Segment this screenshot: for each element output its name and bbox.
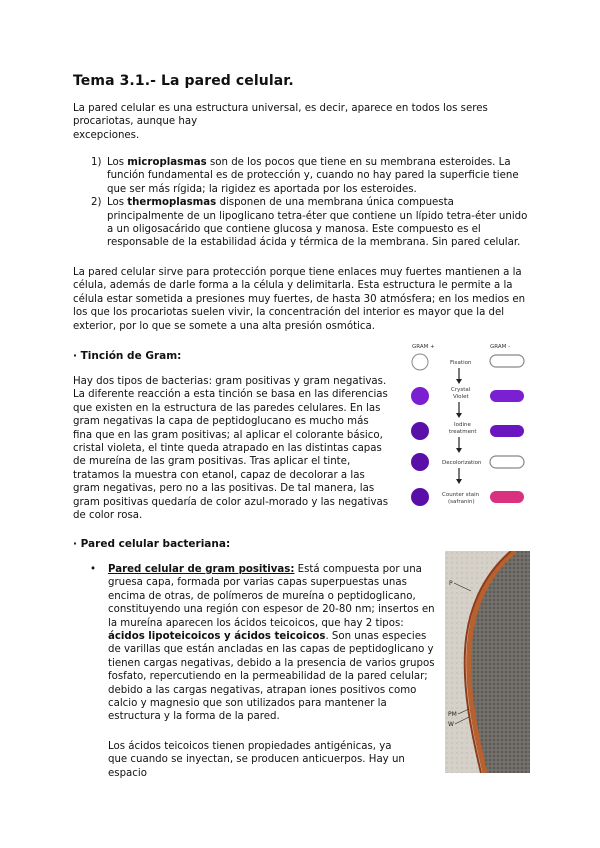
term-microplasmas: microplasmas [127, 157, 207, 168]
list-text: disponen de una membrana única compuesta principalmente de un lipoglicano tetra-éter que contiene un lípido tetra-éter unido a un oligosacárido que contiene glucosa y manosa. Este compuesto es el responsable de la estabilidad ácida y térmica de la membrana. Sin pared celular. [107, 197, 528, 249]
list-text: son de los pocos que tiene en su membrana esteroides. La función fundamental es de protección y, cuando no hay pared la superficie tiene que ser más rígida; la rigidez es aportada por los esteroides. [107, 157, 519, 195]
item-title: Pared celular de gram positivas: [108, 564, 295, 575]
intro-line: excepciones. [73, 129, 140, 141]
gram-negative-cell-iodine [490, 425, 524, 437]
intro-paragraph [73, 102, 533, 142]
list-number: 1) [91, 157, 102, 168]
intro-line: La pared celular es una estructura universal, es decir, aparece en todos los seres [73, 103, 488, 114]
list-item [73, 196, 533, 250]
step-label: (safranin) [448, 499, 475, 505]
arrow-down-icon [456, 479, 462, 484]
item-text: . Son unas especies de varillas que están ancladas en las capas de peptidoglicano y tienen cargas negativas, debido a la presencia de varios grupos fosfato, repercutiendo en la permeabilidad de la pared celular; debido a las cargas negativas, atrapan iones positivos como calcio y magnesio que son utilizados para mantener la estructura y la forma de la pared. [108, 631, 435, 723]
list-text: Los [107, 157, 128, 168]
micrograph-label-w: W [448, 721, 454, 728]
step-label: Decolorization [442, 460, 482, 466]
gram-negative-cell-decolorized [490, 456, 524, 468]
micrograph-label-pm: PM [448, 711, 457, 718]
list-text: Los [107, 197, 128, 209]
gram-positive-cell-unstained [412, 354, 428, 370]
exceptions-list [73, 156, 533, 250]
gram-positive-cell-violet [411, 387, 429, 405]
gram-stain-paragraph: Hay dos tipos de bacterias: gram positivas y gram negativas. La diferente reacción a esta tinción se basa en las diferencias que existen en la estructura de las paredes celulares. En las gram negativas la capa de peptidoglucano es mucho más fina que en las gram positivas; al aplicar el colorante básico, cristal violeta, el tinte queda atrapado en las distintas capas de mureína de las gram positivas. Tras aplicar el tinte, tratamos la muestra con etanol, capaz de decolorar a las gram negativas, pero no a las positivas. De tal manera, las gram positivas quedaría de color azul-morado y las negativas de color rosa. [73, 376, 389, 522]
arrow-down-icon [456, 413, 462, 418]
gram-positive-cell-iodine [411, 422, 429, 440]
gram-stain-diagram [404, 340, 534, 510]
step-label: Counter stain [442, 492, 480, 498]
step-label: Iodine [454, 422, 471, 428]
gram-negative-cell-final [490, 491, 524, 503]
arrow-down-icon [456, 448, 462, 453]
list-item [90, 563, 435, 724]
intro-line: procariotas, aunque hay [73, 116, 198, 128]
step-label: treatment [449, 429, 477, 435]
teichoic-paragraph: Los ácidos teicoicos tienen propiedades antigénicas, ya que cuando se inyectan, se producen anticuerpos. Hay un espacio [108, 741, 405, 779]
step-label: Violet [453, 394, 469, 400]
section-heading-gram-stain: · Tinción de Gram: [73, 350, 182, 362]
item-text: Está compuesta por una gruesa capa, formada por varias capas superpuestas unas encima de otras, de polímeros de mureína o peptidoglicano, constituyendo una región con espesor de 20-80 nm; insertos en la mureína aparecen los ácidos teicoicos, que hay 2 tipos: [108, 564, 435, 629]
gram-negative-cell-violet [490, 390, 524, 402]
protection-paragraph: La pared celular sirve para protección porque tiene enlaces muy fuertes mantienen a la célula, además de darle forma a la célula y delimitarla. Esta estructura le permite a la célula estar sometida a presiones muy fuertes, de hasta 30 atmósfera; en los medios en los que los procariotas suelen vivir, la concentración del interior es mayor que la del exterior, por lo que se somete a una alta presión osmótica. [73, 267, 526, 332]
term-thermoplasmas: thermoplasmas [127, 197, 217, 209]
list-number: 2) [91, 197, 102, 209]
micrograph-label-p: P [449, 580, 453, 587]
gram-positive-wall-text [108, 563, 435, 724]
page-title: Tema 3.1.- La pared celular. [73, 73, 294, 89]
gram-positive-header: GRAM + [412, 344, 435, 350]
bullet-icon: • [90, 564, 97, 575]
section-heading-bacterial-wall: · Pared celular bacteriana: [73, 538, 231, 550]
gram-positive-cell-decolorized [411, 453, 429, 471]
list-item [73, 156, 533, 196]
gram-negative-header: GRAM - [490, 344, 511, 350]
term-teichoic-acids: ácidos lipoteicoicos y ácidos teicoicos [108, 631, 326, 643]
arrow-down-icon [456, 379, 462, 384]
gram-negative-cell-unstained [490, 355, 524, 367]
step-label: Fixation [450, 360, 472, 366]
cell-wall-micrograph [445, 551, 530, 773]
gram-positive-cell-final [411, 488, 429, 506]
step-label: Crystal [451, 387, 471, 393]
